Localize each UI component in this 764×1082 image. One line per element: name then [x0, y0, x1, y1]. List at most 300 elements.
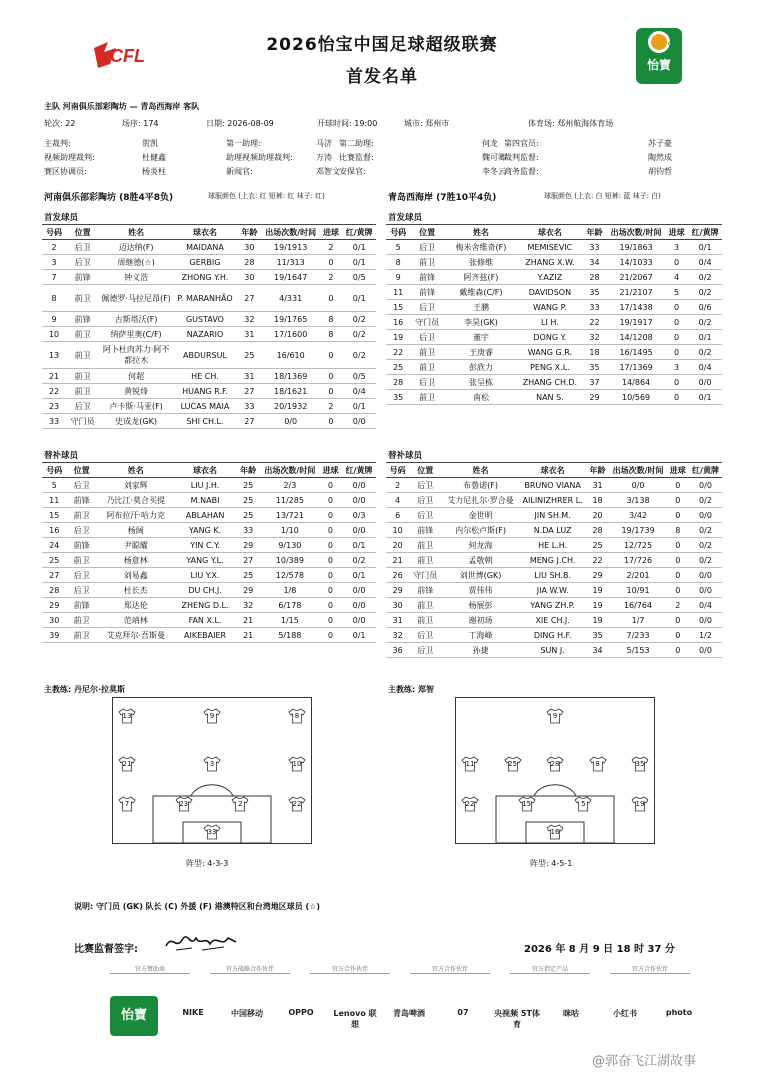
- player-cell: 后卫: [409, 478, 441, 493]
- player-cell: 18: [582, 345, 608, 360]
- player-row: [42, 628, 376, 643]
- player-cell: ZHONG Y.H.: [173, 270, 237, 285]
- player-cell: 0/1: [342, 568, 376, 583]
- official-label: 商务监督:: [504, 167, 539, 176]
- player-cell: 前锋: [409, 523, 441, 538]
- player-cell: 0/0: [689, 478, 722, 493]
- player-cell: 0/3: [342, 508, 376, 523]
- player-cell: 0/2: [689, 553, 722, 568]
- column-header: 姓名: [441, 463, 519, 478]
- player-jersey: [118, 708, 136, 724]
- player-cell: 0: [319, 613, 342, 628]
- player-cell: 16: [42, 523, 67, 538]
- player-cell: 16: [386, 315, 410, 330]
- player-jersey: [504, 756, 522, 772]
- jersey-number: 16: [550, 828, 560, 836]
- column-header: 号码: [42, 463, 67, 478]
- away-formation: 阵型: 4-5-1: [530, 859, 573, 868]
- player-cell: 0/1: [688, 390, 722, 405]
- player-cell: 0: [667, 613, 689, 628]
- column-header: 姓名: [99, 225, 173, 240]
- player-cell: 前卫: [410, 255, 444, 270]
- column-header: 姓名: [97, 463, 175, 478]
- player-cell: 0: [319, 493, 342, 508]
- player-jersey: [203, 708, 221, 724]
- official-label: 第四官员:: [504, 139, 539, 148]
- player-cell: 18/1621: [262, 384, 320, 399]
- home-coach: 主教练: 丹尼尔·拉莫斯: [44, 685, 126, 694]
- player-cell: 后卫: [67, 568, 97, 583]
- player-cell: 后卫: [409, 493, 441, 508]
- player-cell: 张呈栋: [444, 375, 518, 390]
- player-jersey: [118, 756, 136, 772]
- official-name: 杨炎柱: [142, 167, 166, 176]
- column-header: 球衣名: [520, 463, 586, 478]
- player-cell: 16/1495: [607, 345, 665, 360]
- player-cell: 5: [42, 478, 67, 493]
- player-cell: 前锋: [410, 270, 444, 285]
- player-cell: 11/285: [261, 493, 319, 508]
- player-cell: 32: [235, 598, 261, 613]
- player-row: [386, 523, 722, 538]
- sponsor-logo: 怡寶: [110, 996, 158, 1036]
- player-cell: 19/1917: [607, 315, 665, 330]
- column-header: 号码: [386, 225, 410, 240]
- sponsor-logo: OPPO: [288, 1008, 314, 1017]
- player-cell: 王鹏: [444, 300, 518, 315]
- player-cell: 前卫: [410, 390, 444, 405]
- player-cell: 0/1: [342, 628, 376, 643]
- player-cell: 13: [42, 342, 66, 369]
- player-cell: 0: [665, 375, 688, 390]
- player-cell: 0: [319, 384, 342, 399]
- partner-label: 官方指定产品: [510, 964, 590, 974]
- player-cell: 0: [319, 598, 342, 613]
- player-row: [42, 553, 376, 568]
- player-cell: 10/389: [261, 553, 319, 568]
- player-cell: 后卫: [409, 508, 441, 523]
- player-jersey: [546, 756, 564, 772]
- player-cell: 后卫: [66, 399, 99, 414]
- official-name: 杜健鑫: [142, 153, 166, 162]
- player-cell: 后卫: [67, 478, 97, 493]
- player-cell: 9/130: [261, 538, 319, 553]
- player-cell: 36: [386, 643, 409, 658]
- player-cell: 15: [42, 508, 67, 523]
- player-cell: 前锋: [66, 270, 99, 285]
- partner-label: 官方合作伙伴: [610, 964, 690, 974]
- player-cell: YANG Y.L.: [175, 553, 236, 568]
- away-kit: 球服颜色 (上衣: 白 短裤: 蓝 袜子: 白): [544, 192, 661, 200]
- player-cell: 14/864: [607, 375, 665, 390]
- player-cell: 0/1: [342, 538, 376, 553]
- player-cell: 0/0: [262, 414, 320, 429]
- partner-label: 官方赞助商: [110, 964, 190, 974]
- player-jersey: [546, 708, 564, 724]
- player-cell: 0: [665, 315, 688, 330]
- player-cell: 29: [235, 538, 261, 553]
- player-cell: 0/1: [342, 240, 376, 255]
- player-cell: 守门员: [409, 568, 441, 583]
- player-cell: ZHANG X.W.: [518, 255, 582, 270]
- venue: 体育场: 郑州航海体育场: [528, 119, 614, 128]
- player-cell: 守门员: [410, 315, 444, 330]
- player-cell: N.DA LUZ: [520, 523, 586, 538]
- player-cell: XIE CH.J.: [520, 613, 586, 628]
- player-cell: 31: [237, 327, 262, 342]
- svg-text:CSL: CSL: [668, 41, 680, 48]
- player-cell: 0: [667, 493, 689, 508]
- player-cell: 何超: [99, 369, 173, 384]
- player-cell: 艾力尼扎尔·罗合曼: [441, 493, 519, 508]
- column-header: 出场次数/时间: [607, 225, 665, 240]
- player-cell: 0/4: [342, 384, 376, 399]
- player-cell: 35: [586, 628, 610, 643]
- player-cell: 前卫: [66, 285, 99, 312]
- column-header: 红/黄牌: [689, 463, 722, 478]
- player-cell: 19: [586, 598, 610, 613]
- player-cell: 19/1863: [607, 240, 665, 255]
- player-cell: 1/7: [610, 613, 667, 628]
- column-header: 红/黄牌: [688, 225, 722, 240]
- player-cell: 6: [386, 508, 409, 523]
- player-cell: 0: [667, 478, 689, 493]
- player-cell: 梅米舍维奇(F): [444, 240, 518, 255]
- jersey-number: 28: [550, 760, 560, 768]
- player-cell: WANG G.R.: [518, 345, 582, 360]
- home-subs-label: 替补球员: [44, 451, 79, 461]
- sponsor-logo: Lenovo 联想: [333, 1009, 377, 1029]
- player-cell: 22: [386, 345, 410, 360]
- player-cell: 黄锐烽: [99, 384, 173, 399]
- player-jersey: [203, 756, 221, 772]
- official-name: 马济: [316, 139, 332, 148]
- jersey-number: 2: [238, 800, 243, 808]
- player-cell: 0/1: [342, 285, 376, 312]
- player-cell: 35: [386, 390, 410, 405]
- player-cell: ZHENG D.L.: [175, 598, 236, 613]
- player-cell: 尹聪耀: [97, 538, 175, 553]
- player-cell: 34: [582, 255, 608, 270]
- player-cell: 前卫: [409, 538, 441, 553]
- jersey-number: 19: [635, 800, 645, 808]
- player-cell: 0/0: [689, 568, 722, 583]
- player-cell: 21: [42, 369, 66, 384]
- sponsor-logo: 07: [457, 1008, 469, 1017]
- game-no: 场序: 174: [122, 119, 159, 128]
- player-cell: 0/2: [688, 315, 722, 330]
- player-cell: 0/0: [342, 598, 376, 613]
- csl-badge: [634, 26, 684, 86]
- player-cell: 17/726: [610, 553, 667, 568]
- official-label: 助理视频助理裁判:: [226, 153, 293, 162]
- player-cell: LIU SH.B.: [520, 568, 586, 583]
- jersey-number: 25: [508, 760, 517, 768]
- jersey-number: 21: [122, 760, 132, 768]
- player-row: [386, 613, 722, 628]
- jersey-number: 8: [294, 712, 300, 720]
- player-cell: 前卫: [410, 360, 444, 375]
- player-cell: 11: [386, 285, 410, 300]
- player-cell: 31: [386, 613, 409, 628]
- player-row: [386, 508, 722, 523]
- home-subs-table: [42, 462, 376, 643]
- player-cell: 15: [386, 300, 410, 315]
- player-cell: 钟义浩: [99, 270, 173, 285]
- player-cell: 0/0: [689, 643, 722, 658]
- jersey-number: 13: [122, 712, 132, 720]
- player-jersey: [589, 756, 607, 772]
- column-header: 球衣名: [175, 463, 236, 478]
- player-cell: 11/313: [262, 255, 320, 270]
- player-cell: 27: [237, 414, 262, 429]
- player-cell: 37: [582, 375, 608, 390]
- player-cell: 3: [42, 255, 66, 270]
- player-cell: SHI CH.L.: [173, 414, 237, 429]
- player-cell: 13/721: [261, 508, 319, 523]
- jersey-number: 9: [209, 712, 215, 720]
- player-cell: 24: [42, 538, 67, 553]
- player-cell: 0: [319, 538, 342, 553]
- kickoff-time: 开球时间: 19:00: [317, 119, 378, 128]
- table-header-row: [42, 225, 376, 240]
- player-cell: HE CH.: [173, 369, 237, 384]
- column-header: 进球: [319, 225, 342, 240]
- player-row: [42, 369, 376, 384]
- player-cell: 刘易鑫: [97, 568, 175, 583]
- player-cell: 0: [319, 478, 342, 493]
- player-row: [42, 270, 376, 285]
- player-cell: 0/1: [342, 255, 376, 270]
- player-cell: 南松: [444, 390, 518, 405]
- player-cell: 3/42: [610, 508, 667, 523]
- player-cell: 0/5: [342, 369, 376, 384]
- player-cell: NAZARIO: [173, 327, 237, 342]
- player-row: [386, 538, 722, 553]
- player-cell: 阿卜杜肉苏力·阿不都拉木: [99, 342, 173, 369]
- official-label: 新闻官:: [226, 167, 253, 176]
- player-cell: 0: [667, 538, 689, 553]
- player-row: [386, 330, 722, 345]
- player-cell: 19/1739: [610, 523, 667, 538]
- player-cell: 3: [665, 240, 688, 255]
- player-cell: 艾克拜尔·吾斯曼: [97, 628, 175, 643]
- column-header: 号码: [42, 225, 66, 240]
- player-row: [42, 327, 376, 342]
- player-cell: 古斯塔沃(F): [99, 312, 173, 327]
- official-label: 第二助理:: [339, 139, 374, 148]
- player-cell: 25: [237, 342, 262, 369]
- player-cell: 0/0: [342, 583, 376, 598]
- player-cell: Y.AZIZ: [518, 270, 582, 285]
- player-cell: 25: [42, 553, 67, 568]
- player-jersey: [461, 796, 479, 812]
- player-cell: 0/0: [689, 583, 722, 598]
- player-cell: 0/0: [610, 478, 667, 493]
- player-cell: 39: [42, 628, 67, 643]
- column-header: 进球: [667, 463, 689, 478]
- player-cell: GUSTAVO: [173, 312, 237, 327]
- player-cell: 10/91: [610, 583, 667, 598]
- player-cell: 0/2: [689, 523, 722, 538]
- player-cell: 32: [237, 312, 262, 327]
- column-header: 年龄: [237, 225, 262, 240]
- player-cell: 30: [237, 240, 262, 255]
- player-cell: 迈达纳(F): [99, 240, 173, 255]
- player-cell: 0: [319, 414, 342, 429]
- home-formation-pitch: [112, 697, 312, 844]
- player-cell: 0/0: [342, 478, 376, 493]
- player-cell: 前卫: [67, 613, 97, 628]
- player-jersey: [518, 796, 536, 812]
- player-row: [386, 568, 722, 583]
- player-cell: 19/1647: [262, 270, 320, 285]
- column-header: 年龄: [582, 225, 608, 240]
- player-cell: 0/2: [342, 342, 376, 369]
- player-cell: 王庚睿: [444, 345, 518, 360]
- player-cell: 35: [582, 360, 608, 375]
- player-row: [42, 523, 376, 538]
- player-cell: 28: [582, 270, 608, 285]
- player-cell: 18: [586, 493, 610, 508]
- player-jersey: [631, 796, 649, 812]
- player-cell: 0: [667, 643, 689, 658]
- player-row: [42, 538, 376, 553]
- column-header: 红/黄牌: [342, 225, 376, 240]
- player-cell: LIU J.H.: [175, 478, 236, 493]
- table-header-row: [42, 463, 376, 478]
- player-cell: 33: [235, 523, 261, 538]
- player-cell: 9: [42, 312, 66, 327]
- player-cell: 8: [42, 285, 66, 312]
- player-cell: 前锋: [67, 598, 97, 613]
- player-cell: 0/0: [342, 493, 376, 508]
- player-cell: 2: [667, 598, 689, 613]
- player-cell: 29: [235, 583, 261, 598]
- player-cell: 22: [586, 553, 610, 568]
- player-row: [42, 285, 376, 312]
- player-cell: 0/2: [689, 538, 722, 553]
- player-jersey: [288, 708, 306, 724]
- player-cell: 0/4: [688, 360, 722, 375]
- player-cell: AILINIZHRER L.: [520, 493, 586, 508]
- legend-note: 说明: 守门员 (GK) 队长 (C) 外援 (F) 港澳特区和台湾地区球员 (☆): [74, 902, 321, 911]
- player-cell: 后卫: [410, 375, 444, 390]
- player-cell: 0: [667, 583, 689, 598]
- away-formation-pitch: [455, 697, 655, 844]
- player-cell: 9: [386, 270, 410, 285]
- player-cell: 范靖林: [97, 613, 175, 628]
- player-row: [386, 598, 722, 613]
- home-starters-label: 首发球员: [44, 213, 79, 223]
- player-cell: LI H.: [518, 315, 582, 330]
- player-cell: 后卫: [66, 240, 99, 255]
- player-cell: 0/0: [342, 414, 376, 429]
- player-cell: 前卫: [66, 369, 99, 384]
- player-jersey: [288, 756, 306, 772]
- player-cell: 前锋: [66, 312, 99, 327]
- player-cell: 前卫: [67, 508, 97, 523]
- official-label: 赛区协调员:: [44, 167, 87, 176]
- player-cell: 4: [665, 270, 688, 285]
- player-jersey: [288, 796, 306, 812]
- player-cell: 1/8: [261, 583, 319, 598]
- match-date: 日期: 2026-08-09: [206, 119, 274, 128]
- player-cell: 孟敬朝: [441, 553, 519, 568]
- official-name: 苏子豪: [648, 139, 672, 148]
- player-cell: 0: [665, 300, 688, 315]
- player-cell: 孙捷: [441, 643, 519, 658]
- player-cell: 25: [235, 508, 261, 523]
- player-cell: 纳萨里奥(C/F): [99, 327, 173, 342]
- player-cell: 0: [319, 508, 342, 523]
- official-label: 裁判监督:: [504, 153, 539, 162]
- player-cell: 29: [42, 598, 67, 613]
- player-cell: 21/2107: [607, 285, 665, 300]
- player-jersey: [118, 796, 136, 812]
- page-title: 2026怡宝中国足球超级联赛: [266, 35, 498, 55]
- player-cell: 0: [319, 285, 342, 312]
- player-cell: 0/0: [342, 523, 376, 538]
- sponsor-logo: photo: [665, 1008, 693, 1017]
- player-cell: 0: [319, 568, 342, 583]
- player-cell: 前卫: [409, 598, 441, 613]
- player-cell: 8: [319, 327, 342, 342]
- column-header: 进球: [665, 225, 688, 240]
- player-cell: 郑达伦: [97, 598, 175, 613]
- player-row: [386, 390, 722, 405]
- player-cell: HUANG R.F.: [173, 384, 237, 399]
- player-row: [386, 300, 722, 315]
- player-cell: 22: [42, 384, 66, 399]
- jersey-number: 11: [465, 760, 475, 768]
- player-cell: 12/578: [261, 568, 319, 583]
- player-cell: JIN SH.M.: [520, 508, 586, 523]
- player-cell: 前卫: [409, 613, 441, 628]
- jersey-number: 15: [522, 800, 532, 808]
- player-cell: 2: [386, 478, 409, 493]
- player-row: [42, 240, 376, 255]
- player-cell: 阿布拉汗·哈力克: [97, 508, 175, 523]
- player-cell: 7: [42, 270, 66, 285]
- city: 城市: 郑州市: [404, 119, 450, 128]
- player-row: [386, 375, 722, 390]
- jersey-number: 22: [465, 800, 475, 808]
- player-cell: 30: [42, 613, 67, 628]
- player-cell: BRUNO VIANA: [520, 478, 586, 493]
- player-cell: 2: [319, 270, 342, 285]
- jersey-number: 23: [179, 800, 189, 808]
- official-label: 安保官:: [339, 167, 366, 176]
- player-cell: 0/2: [342, 553, 376, 568]
- player-cell: 2/201: [610, 568, 667, 583]
- jersey-number: 35: [635, 760, 645, 768]
- player-cell: 32: [582, 330, 608, 345]
- column-header: 位置: [67, 463, 97, 478]
- player-cell: DU CH.J.: [175, 583, 236, 598]
- player-cell: 16/610: [262, 342, 320, 369]
- away-team-name: 青岛西海岸 (7胜10平4负): [388, 193, 497, 203]
- player-cell: 前卫: [66, 327, 99, 342]
- player-cell: LUCAS MAIA: [173, 399, 237, 414]
- player-cell: JIA W.W.: [520, 583, 586, 598]
- player-cell: 董宇: [444, 330, 518, 345]
- player-cell: 0/2: [688, 285, 722, 300]
- player-cell: ABLAHAN: [175, 508, 236, 523]
- sponsor-logo: 青岛啤酒: [393, 1009, 425, 1018]
- player-cell: 0/0: [342, 613, 376, 628]
- player-cell: 5: [665, 285, 688, 300]
